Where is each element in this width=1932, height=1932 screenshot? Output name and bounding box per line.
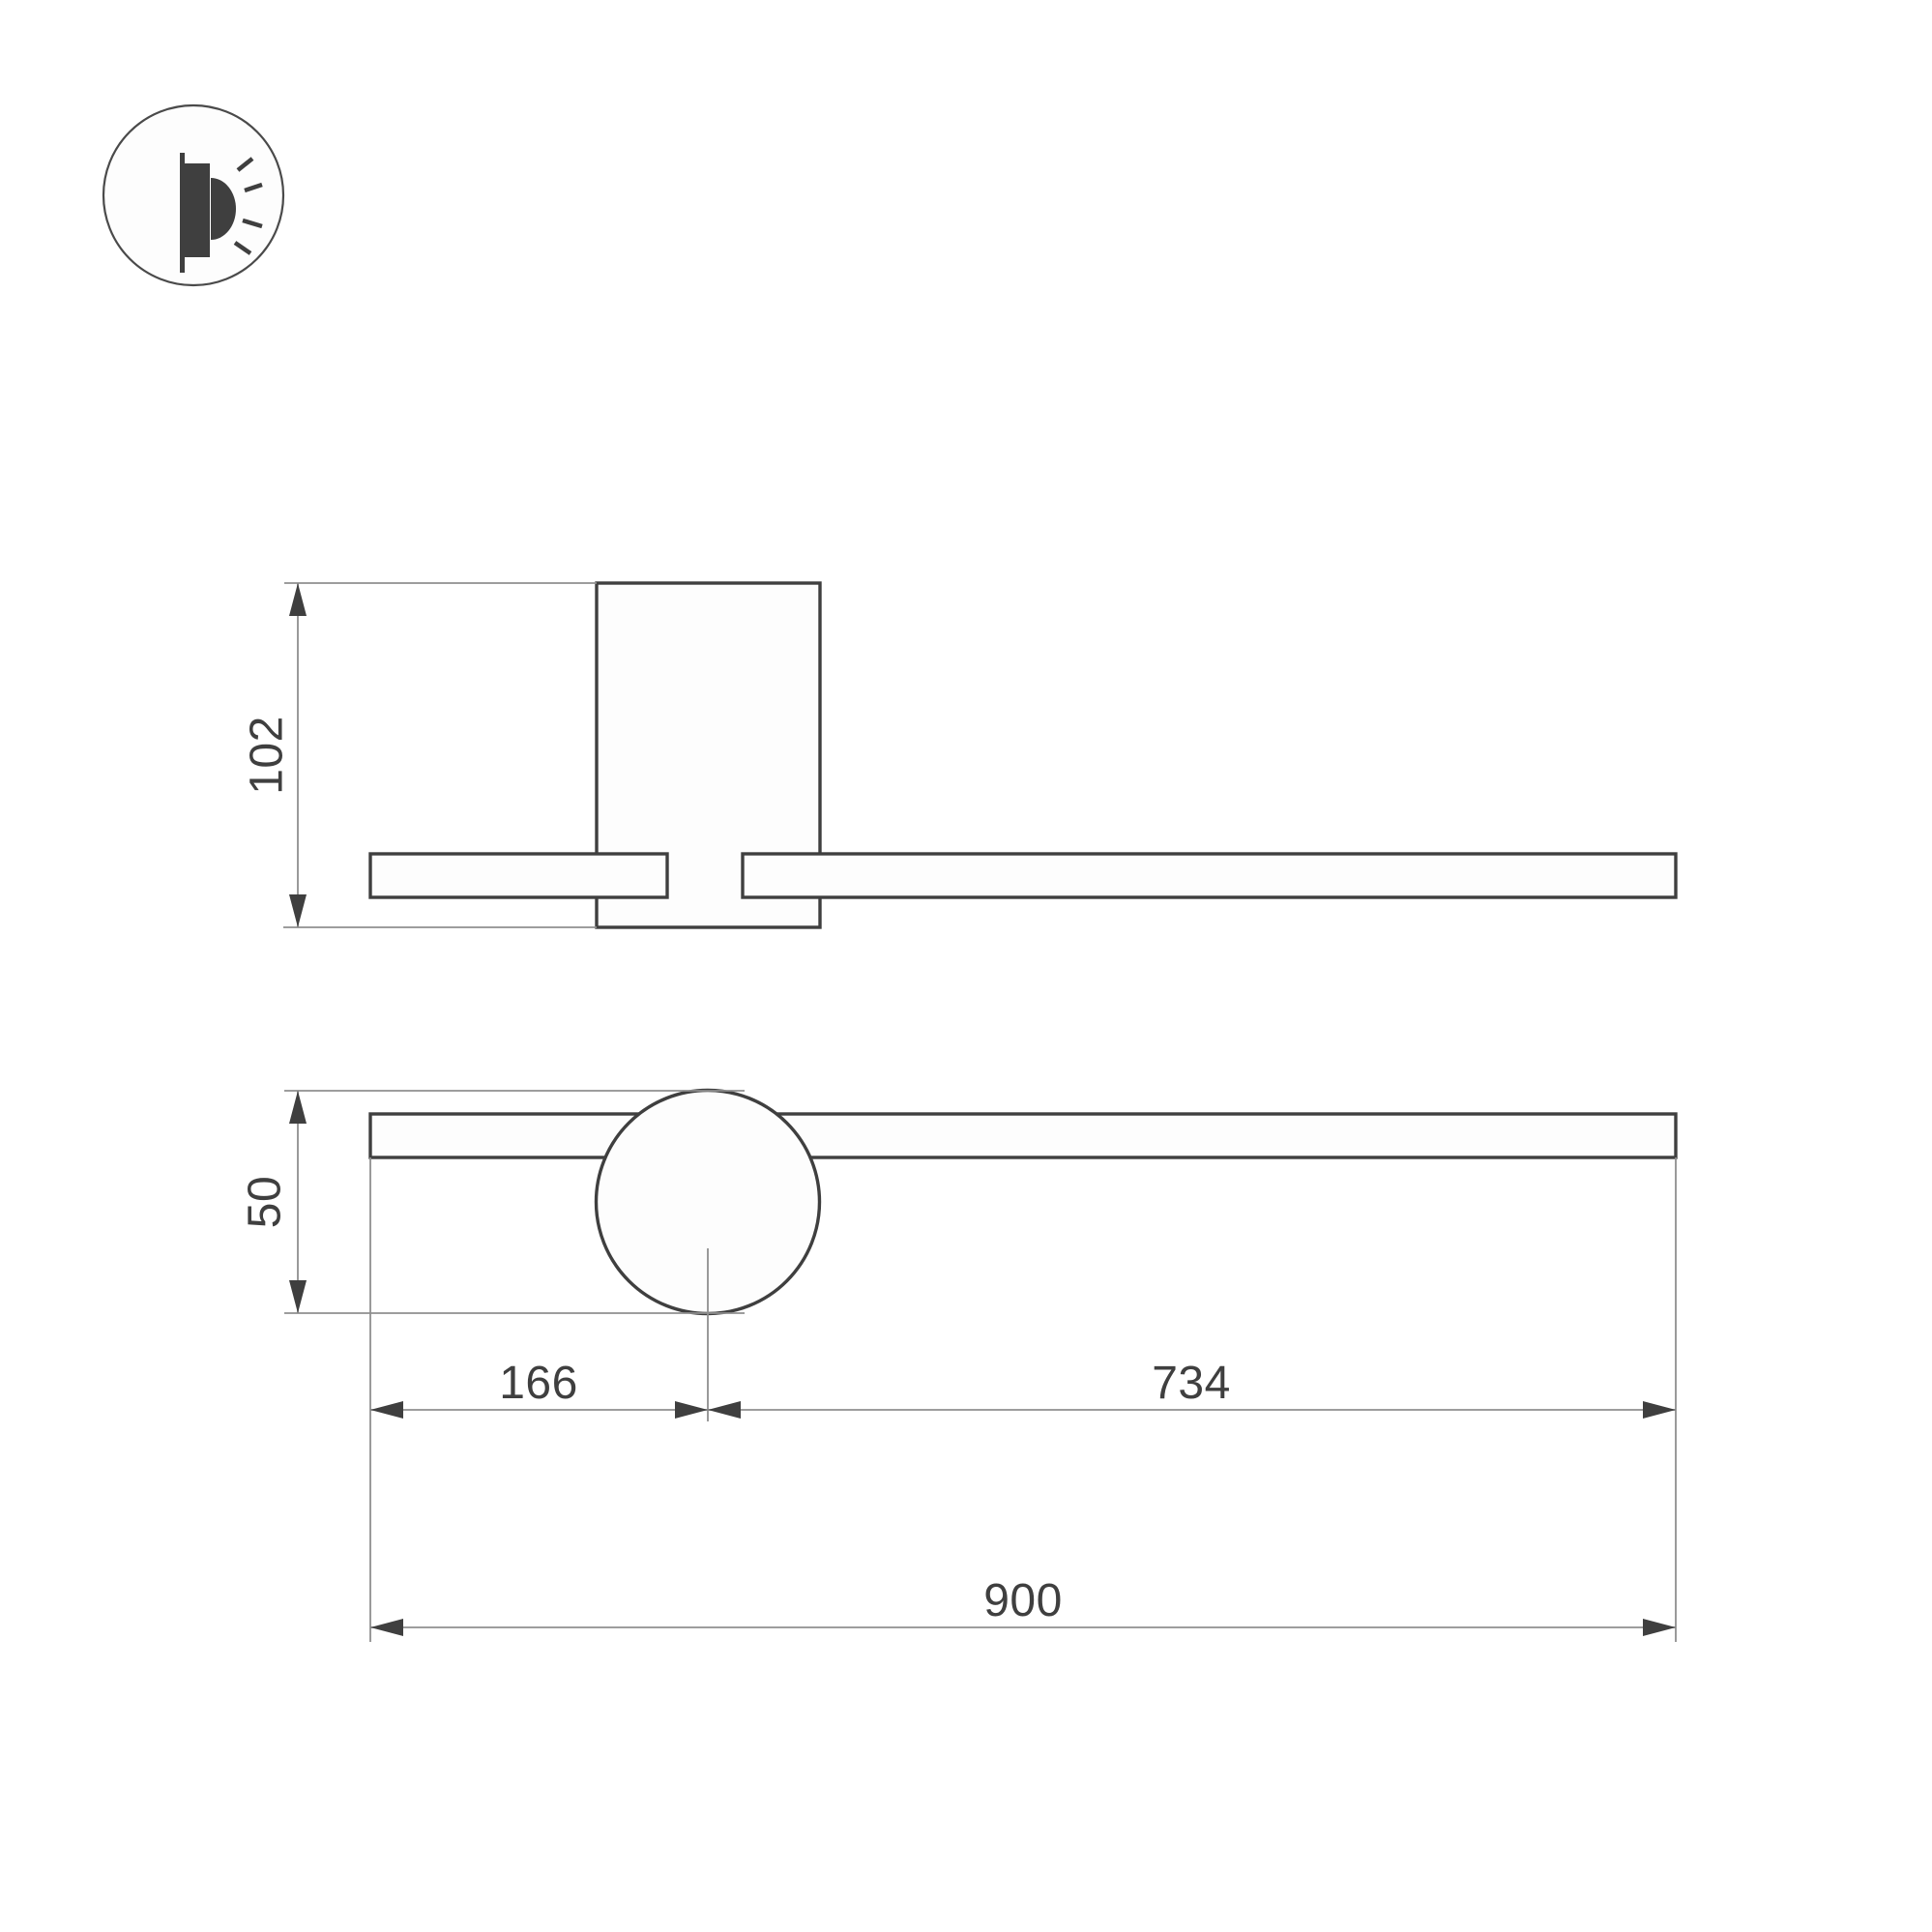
dimension-height-102 <box>242 583 307 927</box>
arrow-right-icon <box>675 1401 708 1419</box>
dimension-offsets-row <box>370 1358 1676 1419</box>
wall-light-icon <box>103 105 283 285</box>
dimension-value-offset-left: 166 <box>499 1358 578 1409</box>
side-view <box>242 583 1677 927</box>
dimension-value-offset-right: 734 <box>1152 1358 1231 1409</box>
arrow-right-icon <box>1643 1619 1676 1636</box>
side-view-tube-right <box>743 854 1676 897</box>
dimension-value-diameter: 50 <box>239 1175 291 1229</box>
side-view-tube-left <box>370 854 667 897</box>
arrow-down-icon <box>289 894 307 927</box>
arrow-right-icon <box>1643 1401 1676 1419</box>
front-view-tube <box>370 1114 1676 1157</box>
dimension-value-total: 900 <box>983 1575 1063 1626</box>
arrow-left-icon <box>370 1401 403 1419</box>
dimension-value-height: 102 <box>241 716 293 795</box>
arrow-up-icon <box>289 1091 307 1124</box>
dimension-total-length <box>370 1575 1676 1636</box>
icon-lamp-body <box>185 163 210 257</box>
arrow-left-icon <box>370 1619 403 1636</box>
dimension-diameter-50 <box>240 1091 307 1313</box>
front-view <box>240 1091 1677 1643</box>
arrow-down-icon <box>289 1280 307 1313</box>
arrow-left-icon <box>708 1401 741 1419</box>
arrow-up-icon <box>289 583 307 616</box>
